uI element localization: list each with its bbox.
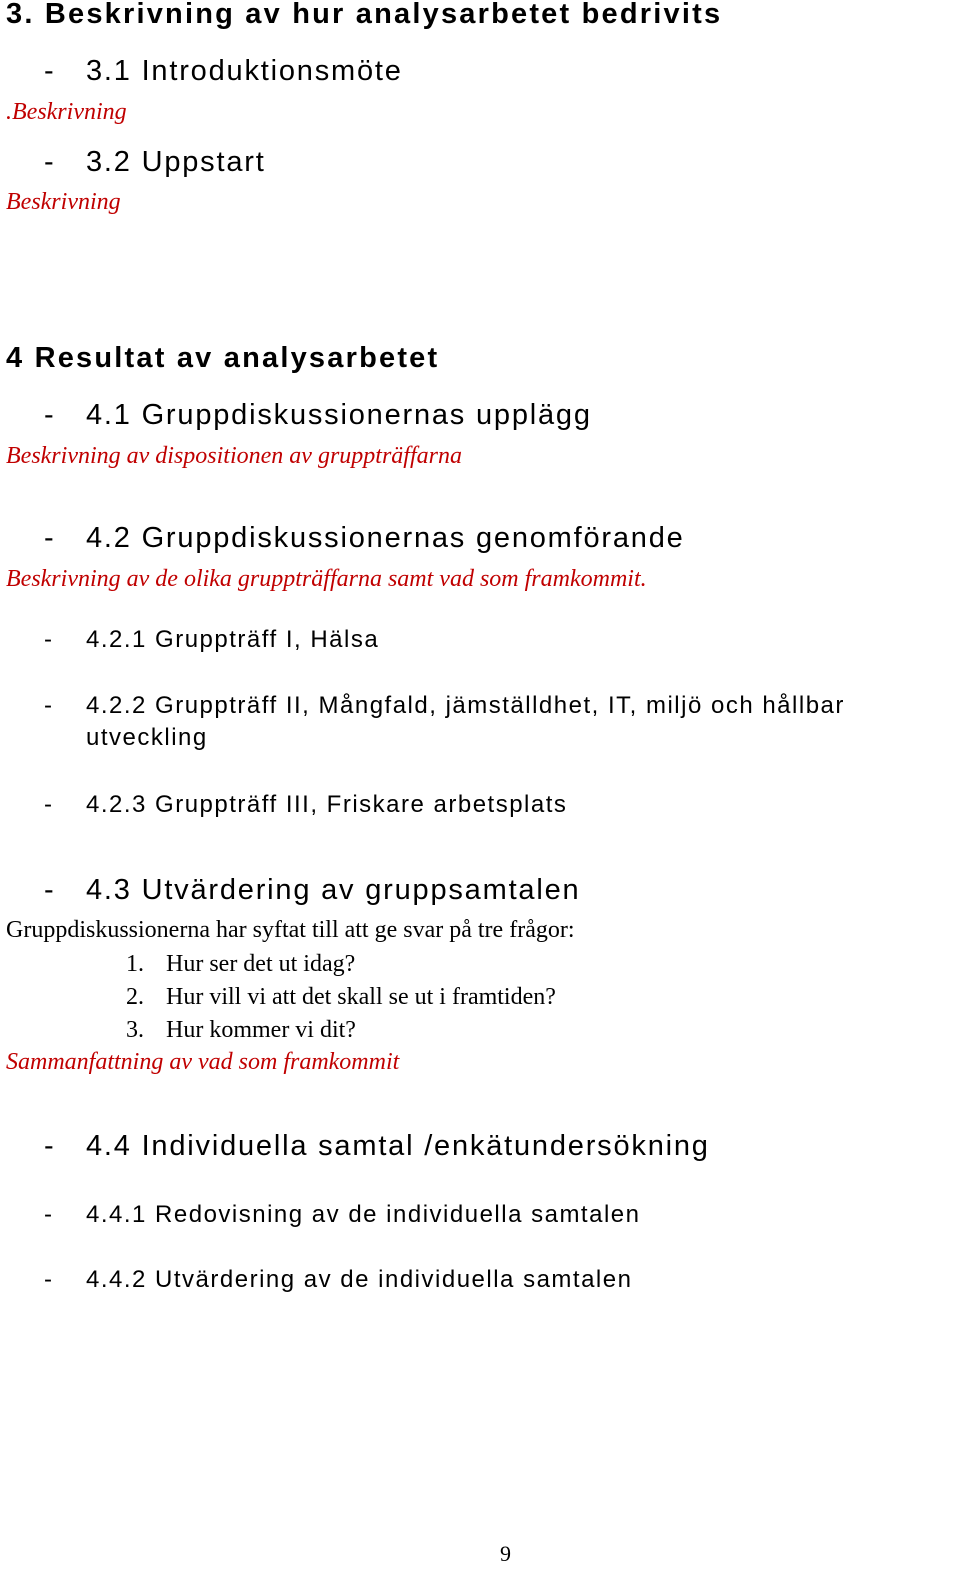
heading-text-line-2: utveckling [86,724,208,751]
section-4-4-heading [0,1130,960,1166]
question-text: Hur vill vi att det skall se ut i framtiden? [166,984,556,1010]
section-3-1-note: .Beskrivning [6,99,127,125]
section-4-2-1-heading [0,626,960,656]
section-3-1-heading [0,55,960,91]
heading-text: 4.2.3 Gruppträff III, Friskare arbetsplats [86,791,568,818]
heading-text: 4.1 Gruppdiskussionernas upplägg [86,399,592,431]
bullet-dash: - [44,874,56,906]
question-item [0,1017,960,1047]
section-4-2-note: Beskrivning av de olika gruppträffarna samt vad som framkommit. [6,566,647,592]
section-4-1-heading [0,399,960,435]
heading-text-line-1: 4.2.2 Gruppträff II, Mångfald, jämställdhet, IT, miljö och hållbar [86,692,845,719]
bullet-dash: - [44,399,56,431]
heading-text: 4.3 Utvärdering av gruppsamtalen [86,874,581,906]
section-4-2-2-heading [0,692,960,756]
bullet-dash: - [44,522,56,554]
heading-text: 3.2 Uppstart [86,146,266,178]
heading-text: 4.4.2 Utvärdering av de individuella samtalen [86,1266,633,1293]
bullet-dash: - [44,55,56,87]
section-3-2-heading [0,146,960,182]
section-4-4-1-heading [0,1201,960,1231]
heading-text: 4.4.1 Redovisning av de individuella samtalen [86,1201,641,1228]
section-4-1-note: Beskrivning av dispositionen av gruppträffarna [6,443,462,469]
question-item [0,951,960,981]
bullet-dash: - [44,1201,54,1228]
question-text: Hur kommer vi dit? [166,1017,356,1043]
bullet-dash: - [44,146,56,178]
heading-text: 4.4 Individuella samtal /enkätundersökning [86,1130,710,1162]
heading-text: 3.1 Introduktionsmöte [86,55,403,87]
section-4-4-2-heading [0,1266,960,1296]
question-text: Hur ser det ut idag? [166,951,356,977]
section-3-heading: 3. Beskrivning av hur analysarbetet bedrivits [6,0,723,30]
question-number: 2. [126,984,144,1010]
bullet-dash: - [44,791,54,818]
question-number: 3. [126,1017,144,1043]
section-4-3-heading [0,874,960,910]
bullet-dash: - [44,1130,56,1162]
section-4-2-3-heading [0,791,960,821]
section-4-3-intro: Gruppdiskussionerna har syftat till att ge svar på tre frågor: [6,917,575,943]
question-number: 1. [126,951,144,977]
section-4-2-heading [0,522,960,558]
question-item [0,984,960,1014]
bullet-dash: - [44,1266,54,1293]
heading-text: 4.2.1 Gruppträff I, Hälsa [86,626,380,653]
section-4-heading: 4 Resultat av analysarbetet [6,342,440,374]
bullet-dash: - [44,626,54,653]
bullet-dash: - [44,692,54,719]
page-number: 9 [500,1541,511,1566]
section-4-3-note: Sammanfattning av vad som framkommit [6,1049,400,1075]
section-3-2-note: Beskrivning [6,189,121,215]
heading-text: 4.2 Gruppdiskussionernas genomförande [86,522,685,554]
